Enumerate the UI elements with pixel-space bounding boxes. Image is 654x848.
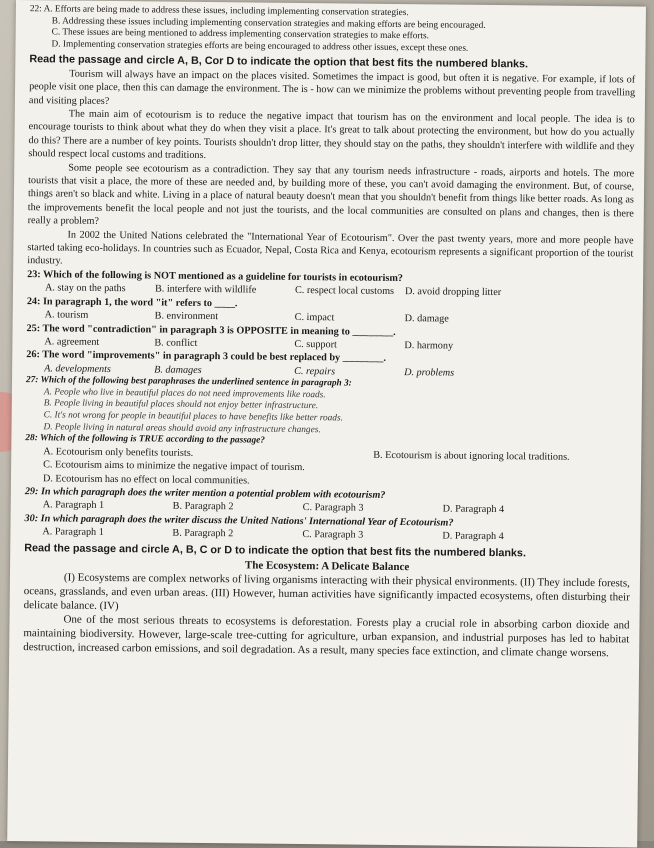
q30-stem: 30: In which paragraph does the writer discuss the United Nations' International Year of Ecotourism? [24, 512, 454, 529]
q28-option-b: B. Ecotourism is about ignoring local traditions. [373, 449, 570, 463]
q26-option-d: D. problems [404, 366, 455, 379]
q23-option-c: C. respect local customs [294, 285, 395, 298]
q26-option-a: A. developments [44, 363, 111, 375]
q25-option-a: A. agreement [44, 336, 100, 348]
q23-stem: 23: Which of the following is NOT mentioned as a guideline for tourists in ecotourism? [27, 269, 403, 284]
q24-option-b: B. environment [154, 310, 219, 323]
q30-option-d: D. Paragraph 4 [442, 530, 504, 543]
q29-option-d: D. Paragraph 4 [442, 503, 505, 516]
q27-option-c: C. It's not wrong for people in beautiful places to have benefits like better roads. [43, 410, 343, 424]
q30-option-c: C. Paragraph 3 [302, 529, 364, 541]
passage1-paragraph-4: In 2002 the United Nations celebrated the "International Year of Ecotourism". Over the past twenty years, more and more people have started taking eco-holidays. In countries such as Ecuador, Nepal, Costa Rica and Kenya, ecotourism represents a significant proportion of the tourist industry. [27, 229, 634, 267]
q26-stem: 26: The word "improvements" in paragraph 3 could be best replaced by ________. [26, 349, 387, 365]
question-22 [29, 4, 635, 57]
q26-option-c: C. repairs [294, 365, 336, 378]
q24-stem: 24: In paragraph 1, the word "it" refers to ____. [26, 295, 238, 310]
q23-option-d: D. avoid dropping litter [404, 286, 502, 299]
q30-option-b: B. Paragraph 2 [172, 527, 234, 540]
question-27 [25, 375, 632, 439]
q27-option-d: D. People living in natural areas should avoid any infrastructure changes. [43, 421, 321, 435]
q22-option-b: B. Addressing these issues including implementing conservation strategies and making efforts are being encouraged. [51, 15, 486, 31]
q25-stem: 25: The word "contradiction" in paragraph 3 is OPPOSITE in meaning to ________. [26, 322, 396, 338]
instruction-2: Read the passage and circle A, B, C or D to indicate the option that best fits the numbered blanks. [24, 541, 527, 559]
passage2-paragraph-1: (I) Ecosystems are complex networks of living organisms interacting with their physical environments. (II) They include forests, oceans, grasslands, and even urban areas. (III) However, human activities have significantly impacted ecosystems, often disturbing their delicate balance. (IV) [23, 571, 630, 613]
q29-option-b: B. Paragraph 2 [172, 500, 234, 513]
q25-option-b: B. conflict [154, 337, 198, 349]
passage1-paragraph-3: Some people see ecotourism as a contradiction. They say that any tourism needs infrastructure - roads, airports and hotels. The more tourists that visit a place, the more of these are needed and, by building more of these, you can't avoid damaging the environment. But, of course, things aren't so black and white. Living in a place of natural beauty doesn't mean that you shouldn't benefit from things like better roads. As long as the improvements benefit the local people and not just the tourists, and the local communities are consulted on plans and changes, then is there really a problem? [27, 162, 635, 228]
q23-option-b: B. interfere with wildlife [154, 283, 257, 296]
q22-option-a: 22: A. Efforts are being made to address these issues, including implementing conservation strategies. [29, 4, 409, 19]
q24-option-a: A. tourism [44, 309, 89, 321]
worksheet-page [7, 0, 646, 848]
q29-option-c: C. Paragraph 3 [302, 502, 364, 514]
q22-option-c: C. These issues are being mentioned to address implementing conservation strategies to make efforts. [51, 27, 430, 42]
q26-option-b: B. damages [154, 364, 202, 376]
q28-option-a: A. Ecotourism only benefits tourists. [43, 445, 194, 459]
q24-option-d: D. damage [404, 313, 449, 325]
q28-option-c: C. Ecotourism aims to minimize the negative impact of tourism. [43, 459, 305, 474]
q24-option-c: C. impact [294, 312, 335, 324]
q28-option-d: D. Ecotourism has no effect on local communities. [42, 472, 250, 486]
instruction-1: Read the passage and circle A, B, Cor D to indicate the option that best fits the numbered blanks. [29, 53, 529, 71]
q22-option-d: D. Implementing conservation strategies efforts are being encouraged to address other issues, except these ones. [51, 39, 469, 54]
q30-option-a: A. Paragraph 1 [42, 526, 104, 539]
passage1-paragraph-2: The main aim of ecotourism is to reduce the negative impact that tourism has on the environment and local people. The idea is to encourage tourists to think about what they do when they visit a place. It's great to talk about protecting the environment, but how do you actually do this? There are a number of key points. Tourists shouldn't drop litter, they should stay on the paths, they shouldn't interfere with wildlife and they should respect local customs and traditions. [28, 108, 635, 162]
q28-stem: 28: Which of the following is TRUE according to the passage? [25, 433, 265, 446]
passage1-paragraph-1: Tourism will always have an impact on the places visited. Sometimes the impact is good, but often it is negative. For example, if lots of people visit one place, then this can damage the environment. The is - how can we minimize the problems without preventing people from travelling and visiting places? [28, 68, 636, 107]
q27-option-b: B. People living in beautiful places should not enjoy better infrastructure. [43, 398, 319, 412]
passage2-paragraph-2: One of the most serious threats to ecosystems is deforestation. Forests play a crucial role in absorbing carbon dioxide and maintaining biodiversity. However, large-scale tree-cutting for agriculture, urban expansion, and industrial purposes has led to habitat destruction, increased carbon emissions, and soil degradation. As a result, many species face extinction, and climate change worsens. [23, 613, 630, 660]
q25-option-d: D. harmony [404, 339, 454, 352]
q23-option-a: A. stay on the paths [44, 282, 126, 295]
question-28 [25, 433, 632, 491]
q25-option-c: C. support [294, 338, 337, 351]
passage2-title: The Ecosystem: A Delicate Balance [244, 559, 410, 574]
q27-option-a: A. People who live in beautiful places do not need improvements like roads. [43, 387, 326, 400]
worksheet-content [23, 4, 636, 661]
q27-stem: 27: Which of the following best paraphrases the underlined sentence in paragraph 3: [25, 375, 352, 389]
q29-option-a: A. Paragraph 1 [42, 499, 105, 512]
q29-stem: 29: In which paragraph does the writer mention a potential problem with ecotourism? [24, 486, 386, 501]
